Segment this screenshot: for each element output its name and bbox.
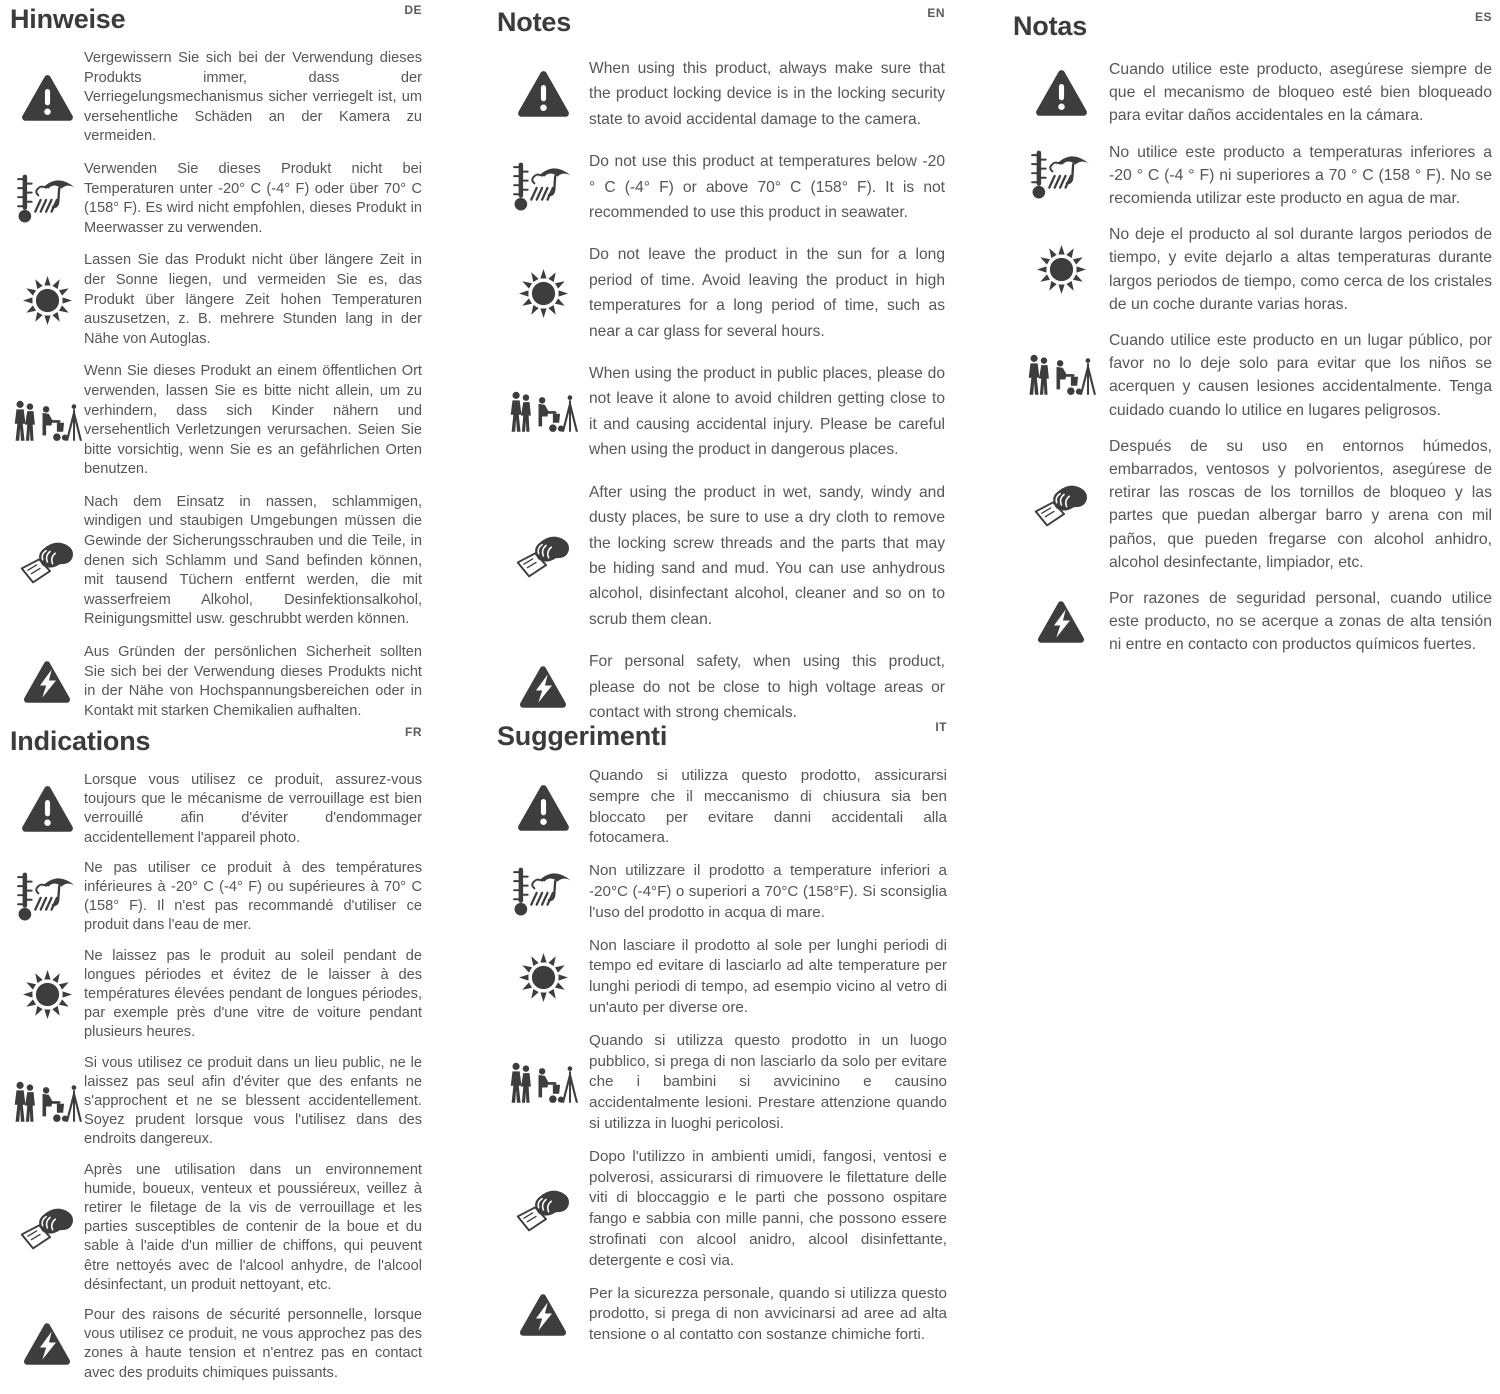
- warning-triangle-icon: [1013, 68, 1109, 118]
- notice-item: [497, 1031, 947, 1135]
- notice-text: Non utilizzare il prodotto a temperature inferiori a -20°C (-4°F) o superiori a 70°C (158°F). Si sconsiglia l'uso del prodotto in acqua di mare.: [589, 862, 947, 921]
- notice-text: Por razones de seguridad personal, cuando utilice este producto, no se acerque a zonas de alta tensión ni entre en contacto con productos químicos fuertes.: [1109, 590, 1492, 654]
- notice-item: [10, 771, 422, 848]
- sun-icon: [1013, 242, 1109, 297]
- notice-text: Si vous utilisez ce produit dans un lieu public, ne le laissez pas seul afin d'éviter que des enfants ne s'approchent et ne se blessent accidentellement. Soyez prudent lorsque vous l'utilisez dans des endroits dangereux.: [84, 1054, 422, 1148]
- language-code-badge: EN: [927, 6, 945, 20]
- notice-text: Vergewissern Sie sich bei der Verwendung dieses Produkts immer, dass der Verriegelungsmechanismus sicher verriegelt ist, um versehentliche Schäden an der Kamera zu vermeiden.: [84, 50, 422, 145]
- section-it: [497, 721, 947, 1358]
- cleaning-hand-icon: [497, 1186, 589, 1233]
- section-fr: [10, 726, 422, 1394]
- notice-item: [497, 1147, 947, 1272]
- notice-text: After using the product in wet, sandy, windy and dusty places, be sure to use a dry cloth to remove the locking screw threads and the parts that may be hiding sand and mud. You can use anhydrous alcohol, disinfectant alcohol, cleaner and so on to scrub them clean.: [589, 483, 945, 628]
- notice-text: Do not use this product at temperatures below -20 ° C (-4° F) or above 70° C (158° F). It is not recommended to use this product in seawater.: [589, 153, 945, 222]
- section-de: [10, 4, 422, 734]
- cleaning-hand-icon: [497, 532, 589, 579]
- notice-item: [497, 361, 945, 463]
- notice-text: Ne laissez pas le produit au soleil pendant de longues périodes et évitez de le laisser à des températures élevées pendant de longues périodes, par exemple près d'une vitre de voiture pendant plusieurs heures.: [84, 947, 422, 1041]
- high-voltage-icon: [10, 659, 84, 705]
- warning-triangle-icon: [497, 783, 589, 833]
- page-title: Indications: [10, 726, 151, 756]
- notice-item: [497, 766, 947, 849]
- notice-text: For personal safety, when using this product, please do not be close to high voltage areas or contact with strong chemicals.: [589, 653, 945, 721]
- high-voltage-icon: [497, 664, 589, 710]
- temperature-weather-icon: [10, 869, 84, 925]
- section-header: [1013, 11, 1492, 41]
- notice-text: Verwenden Sie dieses Produkt nicht bei Temperaturen unter -20° C (-4° F) oder über 70° C (158° F). Es wird nicht empfohlen, dieses Produkt in Meerwasser zu verwenden.: [84, 160, 422, 236]
- cleaning-hand-icon: [10, 1204, 84, 1251]
- temperature-weather-icon: [497, 864, 589, 920]
- notice-item: [1013, 435, 1492, 574]
- notice-item: [497, 56, 945, 132]
- notice-text: Per la sicurezza personale, quando si utilizza questo prodotto, si prega di non avvicinarsi ad aree ad alta tensione o al contatto con sostanze chimiche forti.: [589, 1284, 947, 1344]
- notice-item: [497, 649, 945, 725]
- notice-text: Aus Gründen der persönlichen Sicherheit sollten Sie sich bei der Verwendung dieses Produkts nicht in der Nähe von Hochspannungsbereichen oder in Kontakt mit starken Chemikalien aufhalten.: [84, 644, 422, 719]
- notice-item: [10, 1054, 422, 1150]
- section-header: [497, 7, 945, 37]
- notice-text: Nach dem Einsatz in nassen, schlammigen, windigen und staubigen Umgebungen müssen die Gewinde der Sicherungsschrauben und die Teile, in denen sich Schlamm und Sand befinden können, mit tausend Tüchern entfernt werden, die mit wasserfreiem Alkohol, Desinfektionsalkohol, Reinigungsmittel usw. geschrubbt werden können.: [84, 493, 422, 628]
- sun-icon: [10, 273, 84, 328]
- notice-item: [1013, 587, 1492, 657]
- notice-item: [10, 643, 422, 721]
- notice-text: Cuando utilice este producto en un lugar público, por favor no lo deje solo para evitar que los niños se acerquen y causen lesiones accidentalmente. Tenga cuidado cuando lo utilice en lugares peligrosos.: [1109, 332, 1492, 419]
- public-place-children-icon: [497, 1060, 589, 1106]
- notice-item: [10, 493, 422, 630]
- language-code-badge: FR: [405, 725, 422, 739]
- notice-item: [10, 1306, 422, 1383]
- notice-text: When using this product, always make sure that the product locking device is in the locking security state to avoid accidental damage to the camera.: [589, 60, 945, 128]
- public-place-children-icon: [10, 398, 84, 444]
- warning-triangle-icon: [497, 69, 589, 119]
- high-voltage-icon: [10, 1321, 84, 1367]
- sun-icon: [497, 266, 589, 321]
- page-title: Notes: [497, 7, 572, 37]
- temperature-weather-icon: [1013, 147, 1109, 203]
- temperature-weather-icon: [497, 159, 589, 215]
- notice-text: Lassen Sie das Produkt nicht über längere Zeit in der Sonne liegen, und vermeiden Sie es, das Produkt über längere Zeit hohen Temperaturen auszusetzen, z. B. mehrere Stunden lang in der Nähe von Autoglas.: [84, 252, 422, 347]
- warning-triangle-icon: [10, 784, 84, 834]
- notice-item: [497, 480, 945, 632]
- page-title: Notas: [1013, 11, 1088, 41]
- section-header: [497, 721, 947, 751]
- notice-item: [497, 149, 945, 225]
- page-title: Suggerimenti: [497, 721, 668, 751]
- notice-item: [10, 160, 422, 238]
- section-header: [10, 4, 422, 34]
- notice-item: [497, 936, 947, 1019]
- notice-text: No utilice este producto a temperaturas inferiores a -20 ° C (-4 ° F) ni superiores a 70 ° C (158 ° F). No se recomienda utilizar este producto en agua de mar.: [1109, 143, 1492, 208]
- page-title: Hinweise: [10, 4, 126, 34]
- notice-item: [497, 861, 947, 923]
- high-voltage-icon: [1013, 599, 1109, 645]
- notice-text: Wenn Sie dieses Produkt an einem öffentlichen Ort verwenden, lassen Sie es bitte nicht allein, um zu verhindern, dass sich Kinder nähern und versehentlich Verletzungen verursachen. Seien Sie bitte vorsichtig, wenn Sie es an gefährlichen Orten benutzen.: [84, 363, 422, 478]
- notice-text: Después de su uso en entornos húmedos, embarrados, ventosos y polvorientos, asegúrese de retirar las roscas de los tornillos de bloqueo y las partes que puedan albergar barro y arena con mil paños, que pueden fregarse con alcohol anhidro, alcohol desinfectante, limpiador, etc.: [1109, 437, 1492, 571]
- sun-icon: [497, 950, 589, 1005]
- high-voltage-icon: [497, 1292, 589, 1338]
- notice-item: [497, 1284, 947, 1346]
- language-code-badge: DE: [404, 3, 422, 17]
- notice-text: Lorsque vous utilisez ce produit, assurez-vous toujours que le mécanisme de verrouillage est bien verrouillé afin d'éviter d'endommager accidentellement l'appareil photo.: [84, 772, 422, 846]
- notice-text: Après une utilisation dans un environnement humide, boueux, venteux et poussiéreux, veillez à retirer le filetage de la vis de verrouillage et les parties susceptibles de contenir de la boue et du sable à l'aide d'un millier de chiffons, qui peuvent être nettoyés avec de l'alcool anhydre, de l'alcool désinfectant, un produit nettoyant, etc.: [84, 1161, 422, 1293]
- notice-item: [10, 947, 422, 1043]
- notice-item: [10, 251, 422, 349]
- notice-item: [497, 242, 945, 344]
- notice-text: Cuando utilice este producto, asegúrese siempre de que el mecanismo de bloqueo esté bien bloqueado para evitar daños accidentales en la cámara.: [1109, 61, 1492, 125]
- temperature-weather-icon: [10, 171, 84, 227]
- cleaning-hand-icon: [10, 538, 84, 585]
- notice-item: [10, 859, 422, 936]
- public-place-children-icon: [10, 1079, 84, 1125]
- notice-text: Quando si utilizza questo prodotto, assicurarsi sempre che il meccanismo di chiusura sia ben bloccato per evitare danni accidentali alla fotocamera.: [589, 767, 947, 847]
- section-en: [497, 7, 945, 742]
- notice-text: Dopo l'utilizzo in ambienti umidi, fangosi, ventosi e polverosi, assicurarsi di rimuovere le filettature delle viti di bloccaggio e le parti che possono ospitare fango e sabbia con mille panni, che possono essere strofinati con alcool anidro, alcool disinfettante, detergente e così via.: [589, 1147, 947, 1269]
- notice-text: Non lasciare il prodotto al sole per lunghi periodi di tempo ed evitare di lasciarlo ad alte temperature per lunghi periodi di tempo, ad esempio vicino al vetro di un'auto per diverse ore.: [589, 936, 947, 1016]
- notice-item: [1013, 141, 1492, 211]
- notice-item: [10, 1161, 422, 1295]
- warning-triangle-icon: [10, 73, 84, 123]
- notice-text: Pour des raisons de sécurité personnelle, lorsque vous utilisez ce produit, ne vous approchez pas des zones à haute tension et n'entrez pas en contact avec des produits chimiques puissants.: [84, 1307, 422, 1381]
- notice-text: Ne pas utiliser ce produit à des températures inférieures à -20° C (-4° F) ou supérieures à 70° C (158° F). Il n'est pas recommandé d'utiliser ce produit dans l'eau de mer.: [84, 859, 422, 934]
- notice-item: [1013, 329, 1492, 422]
- section-es: [1013, 11, 1492, 670]
- notice-item: [1013, 58, 1492, 128]
- sun-icon: [10, 967, 84, 1022]
- notice-item: [10, 49, 422, 147]
- language-code-badge: IT: [935, 720, 947, 734]
- notice-text: No deje el producto al sol durante largos periodos de tiempo, y evite dejarlo a altas temperaturas durante largos periodos de tiempo, como cerca de los cristales de un coche durante varias horas.: [1109, 226, 1492, 313]
- public-place-children-icon: [497, 389, 589, 435]
- cleaning-hand-icon: [1013, 481, 1109, 528]
- section-header: [10, 726, 422, 756]
- language-code-badge: ES: [1474, 10, 1492, 24]
- notice-text: Quando si utilizza questo prodotto in un luogo pubblico, si prega di non lasciarlo da solo per evitare che i bambini si avvicinino e causino accidentalmente lesioni. Prestare attenzione quando si utilizza in luoghi pericolosi.: [589, 1031, 947, 1132]
- notice-text: When using the product in public places, please do not leave it alone to avoid children getting close to it and causing accidental injury. Please be careful when using the product in dangerous places.: [589, 365, 945, 459]
- public-place-children-icon: [1013, 352, 1109, 398]
- notice-item: [1013, 223, 1492, 316]
- notice-text: Do not leave the product in the sun for a long period of time. Avoid leaving the product in high temperatures for a long period of time, such as near a car glass for several hours.: [589, 246, 945, 340]
- notice-item: [10, 362, 422, 480]
